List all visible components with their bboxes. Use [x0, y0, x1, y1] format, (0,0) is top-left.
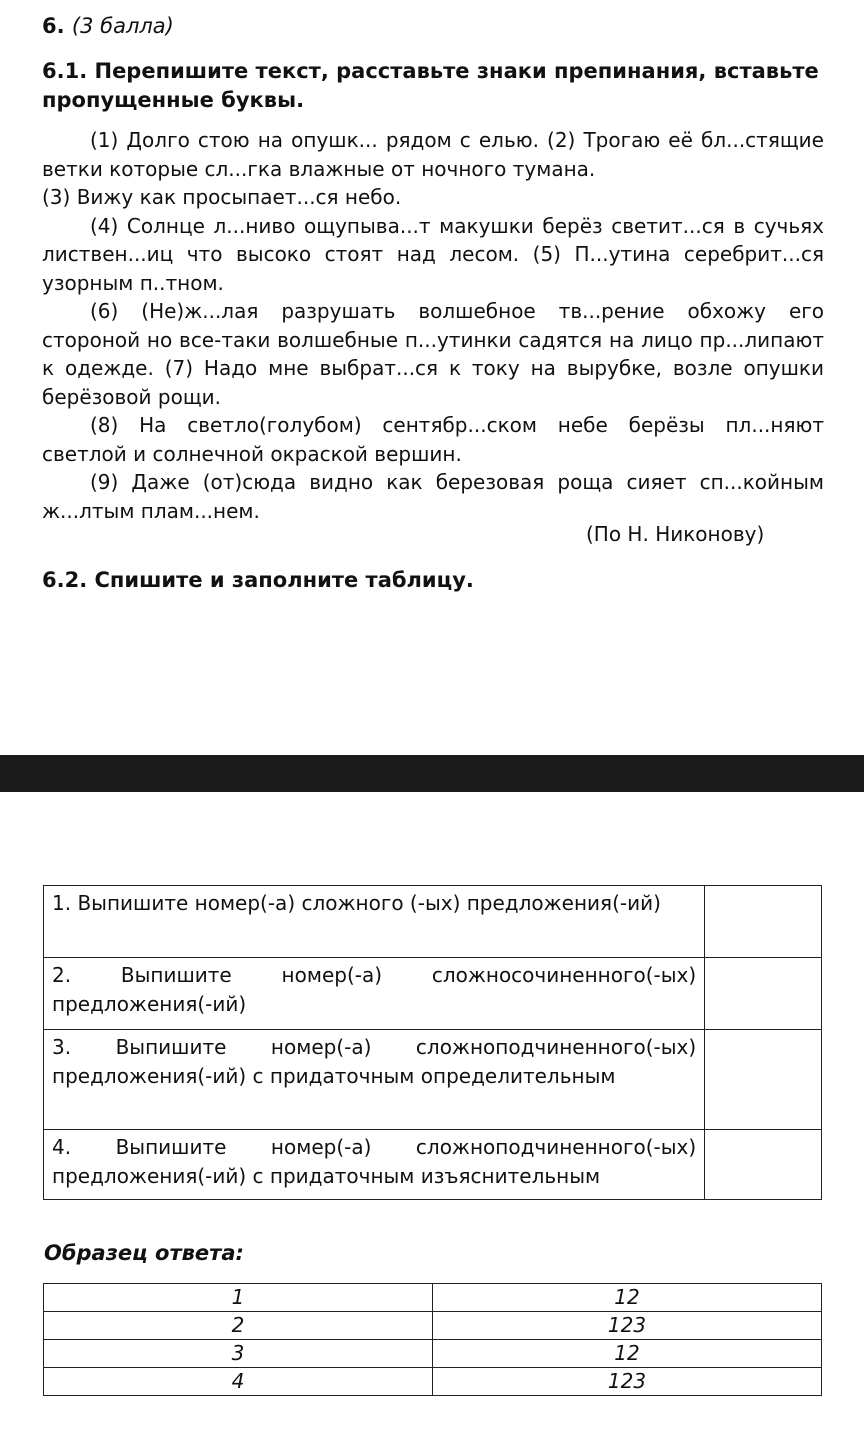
table-answer-cell[interactable]	[705, 958, 822, 1030]
exercise-heading	[42, 14, 174, 38]
exercise-text	[42, 126, 824, 525]
text-paragraph: (9) Даже (от)сюда видно как березовая роща сияет сп...койным ж...лтым плам...нем.	[42, 470, 824, 523]
table-question-cell: 3. Выпишите номер(-а) сложноподчиненного(-ых) предложения(-ий) с придаточным определительным	[44, 1030, 705, 1130]
text-paragraph: (6) (Не)ж...лая разрушать волшебное тв...рение обхожу его стороной но все-таки волшебные п...утинки садятся на лицо пр...липают к одежде. (7) Надо мне выбрат...ся к току на вырубке, возле опушки берёзовой рощи.	[42, 299, 824, 409]
sample-row	[44, 1368, 822, 1396]
text-paragraph: (1) Долго стою на опушк... рядом с елью. (2) Трогаю её бл...стящие ветки которые сл...гка влажные от ночного тумана.	[42, 128, 824, 181]
fill-in-table	[43, 885, 822, 1200]
task-6-2-title: 6.2. Спишите и заполните таблицу.	[42, 568, 474, 592]
sample-number-cell: 2	[44, 1312, 433, 1340]
table-row	[44, 1030, 822, 1130]
sample-number-cell: 1	[44, 1284, 433, 1312]
table-answer-cell[interactable]	[705, 886, 822, 958]
sample-row	[44, 1284, 822, 1312]
table-answer-cell[interactable]	[705, 1030, 822, 1130]
sample-number-cell: 4	[44, 1368, 433, 1396]
sample-answer-cell: 123	[433, 1312, 822, 1340]
sample-answer-title: Образец ответа:	[44, 1241, 244, 1265]
separator-bar	[0, 755, 864, 792]
task-6-1-title: 6.1. Перепишите текст, расставьте знаки препинания, вставьте пропущенные буквы.	[42, 59, 819, 112]
sample-answer-cell: 12	[433, 1340, 822, 1368]
text-paragraph: (4) Солнце л...ниво ощупыва...т макушки берёз светит...ся в сучьях листвен...иц что высоко стоят над лесом. (5) П...утина серебрит...ся узорным п..тном.	[42, 213, 824, 295]
text-paragraph: (3) Вижу как просыпает...ся небо.	[42, 185, 402, 209]
sample-answer-table	[43, 1283, 822, 1396]
table-question-cell: 2. Выпишите номер(-а) сложносочиненного(-ых) предложения(-ий)	[44, 958, 705, 1030]
text-author: (По Н. Никонову)	[586, 522, 765, 546]
table-row	[44, 886, 822, 958]
table-row	[44, 958, 822, 1030]
table-question-cell: 1. Выпишите номер(-а) сложного (-ых) предложения(-ий)	[44, 886, 705, 958]
sample-row	[44, 1312, 822, 1340]
sample-number-cell: 3	[44, 1340, 433, 1368]
sample-row	[44, 1340, 822, 1368]
table-row	[44, 1130, 822, 1200]
text-paragraph: (8) На светло(голубом) сентябр...ском небе берёзы пл...няют светлой и солнечной окраской вершин.	[42, 413, 824, 466]
sample-answer-cell: 123	[433, 1368, 822, 1396]
table-question-cell: 4. Выпишите номер(-а) сложноподчиненного(-ых) предложения(-ий) с придаточным изъяснительным	[44, 1130, 705, 1200]
table-answer-cell[interactable]	[705, 1130, 822, 1200]
sample-answer-cell: 12	[433, 1284, 822, 1312]
exercise-points: (3 балла)	[71, 14, 174, 38]
exercise-number: 6.	[42, 14, 65, 38]
